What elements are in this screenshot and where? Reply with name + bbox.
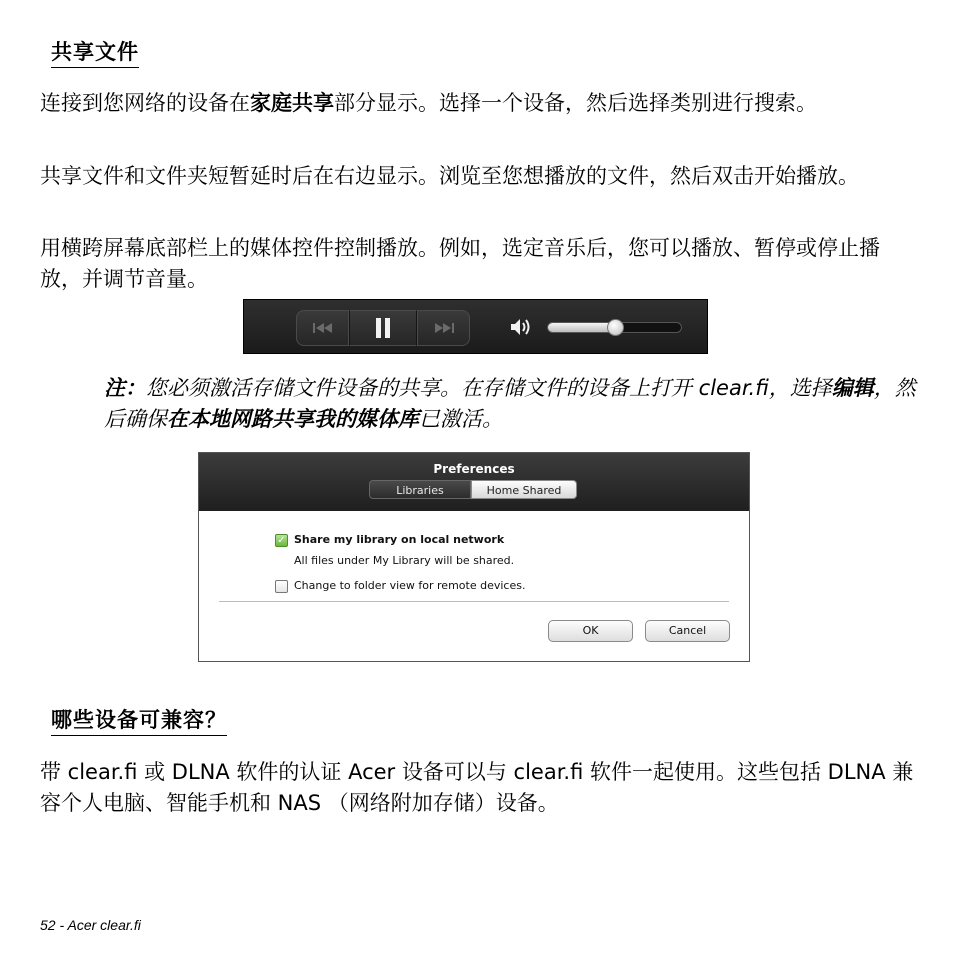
media-control-bar [243,299,708,354]
volume-slider-fill [548,323,616,332]
volume-icon[interactable] [509,317,535,337]
bold-term-home-shared: 家庭共享 [250,91,334,115]
text: 您必须激活存储文件设备的共享。在存储文件的设备上打开 clear.fi，选择 [146,376,832,400]
preferences-dialog [198,452,750,662]
dialog-divider [219,601,729,602]
dialog-header [199,453,749,511]
bold-term-share-library: 在本地网路共享我的媒体库 [167,407,419,431]
note-label: 注： [104,376,146,400]
section-heading-compatible-devices: 哪些设备可兼容？ [51,706,227,736]
paragraph-connect [40,88,920,119]
tab-home-shared[interactable]: Home Shared [471,480,577,499]
paragraph-compatibility: 带 clear.fi 或 DLNA 软件的认证 Acer 设备可以与 clear.fi 软件一起使用。这些包括 DLNA 兼容个人电脑、智能手机和 NAS （网络附加存储）设备。 [40,760,914,815]
volume-slider[interactable] [547,322,682,333]
ok-button[interactable]: OK [548,620,633,642]
paragraph-controls: 用横跨屏幕底部栏上的媒体控件控制播放。例如，选定音乐后，您可以播放、暂停或停止播放，并调节音量。 [40,236,880,291]
text: 部分显示。选择一个设备，然后选择类别进行搜索。 [334,91,817,115]
section-heading-shared-files: 共享文件 [51,38,139,68]
next-button[interactable] [417,310,470,346]
volume-slider-thumb[interactable] [607,319,624,336]
share-library-sublabel: All files under My Library will be shared. [294,554,515,567]
bold-term-edit: 编辑 [831,376,874,400]
skip-forward-icon [433,322,455,334]
share-library-checkbox[interactable]: ✓ [275,534,288,547]
note-paragraph [104,373,924,435]
folder-view-checkbox[interactable] [275,580,288,593]
pause-button[interactable] [349,310,417,346]
pause-icon [374,317,392,339]
tab-libraries[interactable]: Libraries [369,480,471,499]
dialog-body [199,511,749,661]
cancel-button[interactable]: Cancel [645,620,730,642]
text: 连接到您网络的设备在 [40,91,250,115]
dialog-title: Preferences [433,462,515,476]
skip-back-icon [312,322,334,334]
folder-view-label: Change to folder view for remote devices. [294,579,526,592]
page-footer: 52 - Acer clear.fi [40,917,141,933]
text: ，然后确保 [104,376,916,431]
share-library-label: Share my library on local network [294,533,505,546]
paragraph-browse: 共享文件和文件夹短暂延时后在右边显示。浏览至您想播放的文件，然后双击开始播放。 [40,164,859,188]
previous-button[interactable] [296,310,349,346]
text: 已激活。 [419,407,503,431]
